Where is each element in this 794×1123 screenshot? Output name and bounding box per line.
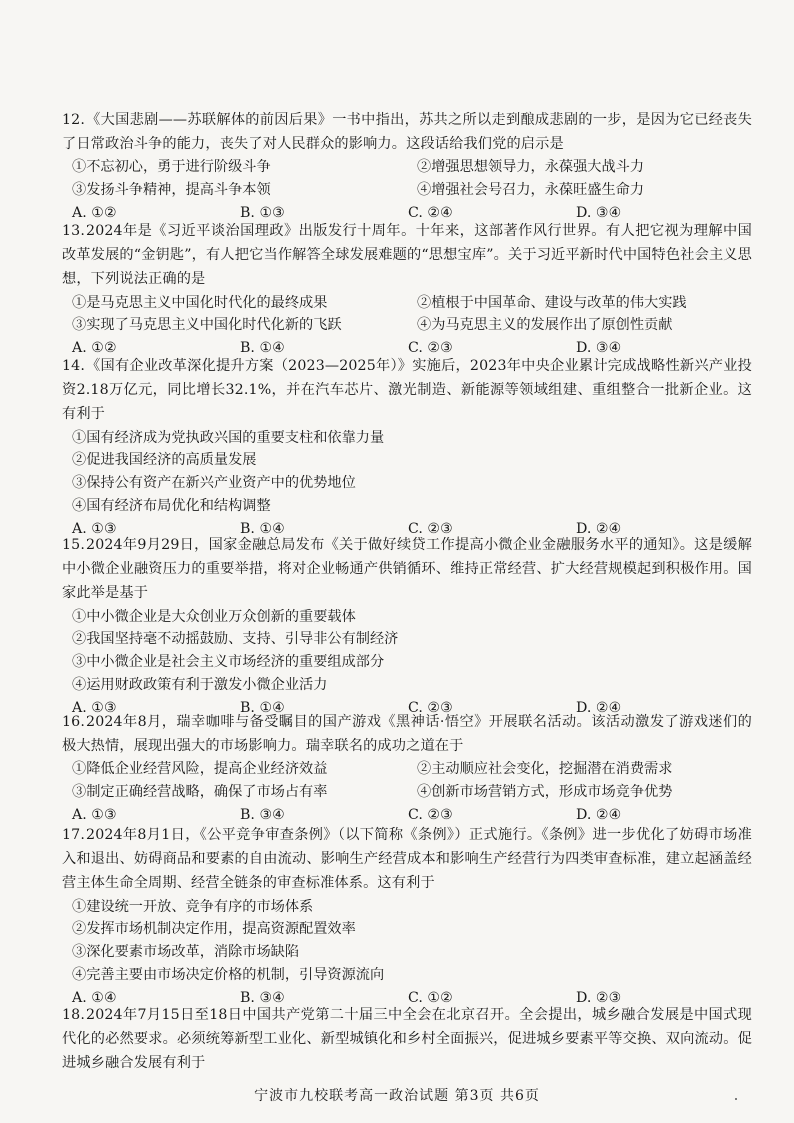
option: ④国有经济布局优化和结构调整 [72, 498, 271, 514]
answer-choice-c: C. ②③ [408, 520, 453, 537]
answer-choice-a: A. ①② [72, 205, 117, 221]
option: ④创新市场营销方式，形成市场竞争优势 [417, 784, 673, 801]
option-list [62, 758, 752, 804]
option: ③中小微企业是社会主义市场经济的重要组成部分 [72, 654, 385, 671]
question-stem [62, 533, 752, 606]
option: ③发扬斗争精神，提高斗争本领 [72, 182, 271, 199]
question-text: 《国有企业改革深化提升方案（2023—2025年）》实施后，2023年中央企业累计完成战略性新兴产业投资2.18万亿元，同比增长32.1%，并在汽车芯片、激光制造、新能源等领域组建、重组整合一批新企业。这有利于 [62, 358, 752, 423]
question-number: 16. [62, 714, 86, 730]
option: ①不忘初心，勇于进行阶级斗争 [72, 159, 271, 176]
answer-choice-b: B. ③④ [240, 807, 285, 823]
question-stem [62, 219, 752, 292]
question-stem [62, 108, 752, 156]
answer-choice-b: B. ③④ [240, 989, 285, 1006]
question-16 [62, 710, 752, 827]
question-17 [62, 823, 752, 1010]
option: ①降低企业经营风险，提高企业经济效益 [72, 761, 328, 778]
answer-choice-c: C. ②④ [408, 205, 453, 221]
question-stem [62, 823, 752, 896]
question-number: 12. [62, 112, 86, 128]
answer-choice-d: D. ③④ [576, 340, 622, 357]
option: ④增强社会号召力，永葆旺盛生命力 [417, 182, 645, 199]
answer-choice-d: D. ②④ [576, 807, 622, 823]
option: ②主动顺应社会变化，挖掘潜在消费需求 [417, 761, 673, 778]
option-list [62, 156, 752, 202]
answer-choice-a: A. ①④ [72, 989, 117, 1006]
question-stem [62, 354, 752, 427]
page-footer: 宁波市九校联考高一政治试题 第3页 共6页 [254, 1088, 540, 1104]
option: ③深化要素市场改革，消除市场缺陷 [72, 944, 300, 961]
option-list [62, 292, 752, 338]
question-15 [62, 533, 752, 720]
question-text: 2024年9月29日，国家金融总局发布《关于做好续贷工作提高小微企业金融服务水平的通知》。这是缓解中小微企业融资压力的重要举措，将对企业畅通产供销循环、维持正常经营、扩大经营规模起到积极作用。国家此举是基于 [62, 537, 752, 602]
option: ④运用财政政策有利于激发小微企业活力 [72, 677, 328, 693]
option: ①国有经济成为党执政兴国的重要支柱和依靠力量 [72, 429, 385, 446]
option: ②植根于中国革命、建设与改革的伟大实践 [417, 294, 687, 311]
question-text: 2024年8月，瑞幸咖啡与备受瞩目的国产游戏《黑神话·悟空》开展联名活动。该活动激发了游戏迷们的极大热情，展现出强大的市场影响力。瑞幸联名的成功之道在于 [62, 714, 752, 755]
question-number: 13. [62, 223, 86, 239]
answer-choice-d: D. ②④ [576, 699, 622, 716]
answer-choice-c: C. ①② [408, 989, 453, 1006]
option: ②发挥市场机制决定作用，提高资源配置效率 [72, 921, 356, 938]
answer-choice-c: C. ②③ [408, 807, 453, 823]
question-13 [62, 219, 752, 360]
question-number: 17. [62, 827, 86, 843]
question-number: 18. [62, 1007, 86, 1023]
question-number: 15. [62, 537, 86, 553]
answer-choice-c: C. ②③ [408, 699, 453, 716]
option-list [62, 896, 752, 987]
option: ①中小微企业是大众创业万众创新的重要载体 [72, 608, 356, 625]
question-text: 2024年8月1日，《公平竞争审查条例》（以下简称《条例》）正式施行。《条例》进一步优化了妨碍市场准入和退出、妨碍商品和要素的自由流动、影响生产经营成本和影响生产经营行为四类审查标准，建立起涵盖经营主体生命全周期、经营全链条的审查标准体系。这有利于 [62, 827, 752, 892]
question-number: 14. [62, 358, 86, 374]
answer-choice-d: D. ②③ [576, 989, 622, 1006]
answer-choice-a: A. ①③ [72, 699, 117, 716]
answer-choice-b: B. ①③ [240, 205, 285, 221]
option: ③保持公有资产在新兴产业资产中的优势地位 [72, 475, 356, 492]
question-text: 《大国悲剧——苏联解体的前因后果》一书中指出，苏共之所以走到酿成悲剧的一步，是因为它已经丧失了日常政治斗争的能力，丧失了对人民群众的影响力。这段话给我们党的启示是 [62, 112, 752, 153]
question-stem [62, 710, 752, 758]
answer-choice-a: A. ①② [72, 340, 117, 357]
answer-choice-a: A. ①③ [72, 807, 117, 823]
question-text: 2024年是《习近平谈治国理政》出版发行十周年。十年来，这部著作风行世界。有人把它视为理解中国改革发展的“金钥匙”，有人把它当作解答全球发展难题的“思想宝库”。关于习近平新时代中国特色社会主义思想，下列说法正确的是 [62, 223, 752, 288]
question-18 [62, 1003, 752, 1076]
option: ②增强思想领导力，永葆强大战斗力 [417, 159, 645, 176]
question-text: 2024年7月15日至18日中国共产党第二十届三中全会在北京召开。全会提出，城乡融合发展是中国式现代化的必然要求。必须统筹新型工业化、新型城镇化和乡村全面振兴，促进城乡要素平等交换、双向流动。促进城乡融合发展有利于 [62, 1007, 752, 1072]
answer-choice-b: B. ①④ [240, 340, 285, 357]
option: ②我国坚持毫不动摇鼓励、支持、引导非公有制经济 [72, 631, 399, 648]
answer-choice-c: C. ②③ [408, 340, 453, 357]
question-stem [62, 1003, 752, 1076]
question-14 [62, 354, 752, 541]
option: ①是马克思主义中国化时代化的最终成果 [72, 294, 328, 311]
option: ③实现了马克思主义中国化时代化新的飞跃 [72, 317, 342, 334]
option-list [62, 606, 752, 697]
answer-choice-d: D. ③④ [576, 205, 622, 221]
option: ④为马克思主义的发展作出了原创性贡献 [417, 317, 673, 334]
option: ①建设统一开放、竞争有序的市场体系 [72, 898, 314, 915]
scan-speck [735, 1098, 737, 1100]
option: ③制定正确经营战略，确保了市场占有率 [72, 784, 328, 801]
option: ②促进我国经济的高质量发展 [72, 452, 257, 469]
answer-choice-b: B. ①④ [240, 699, 285, 716]
option-list [62, 427, 752, 518]
answer-choice-a: A. ①③ [72, 520, 117, 537]
answer-choice-d: D. ②④ [576, 520, 622, 537]
option: ④完善主要由市场决定价格的机制，引导资源流向 [72, 967, 385, 983]
answer-choice-b: B. ①④ [240, 520, 285, 537]
question-12 [62, 108, 752, 225]
